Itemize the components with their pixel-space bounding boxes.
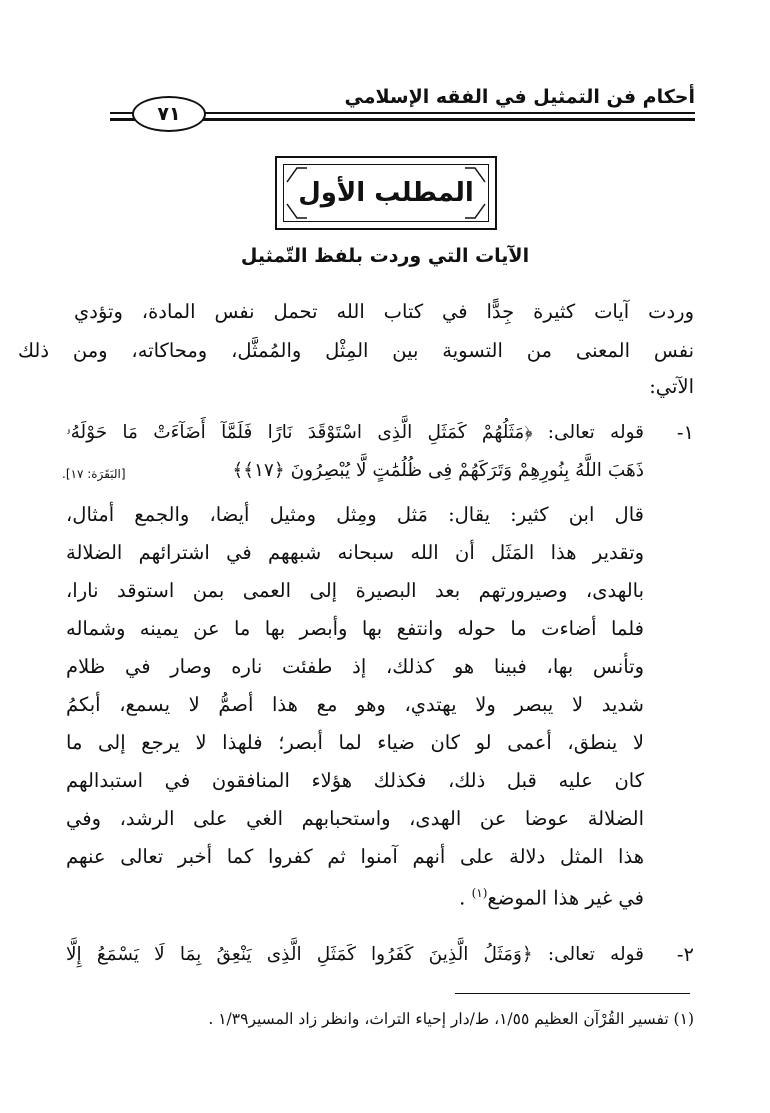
intro-line: وردت آيات كثيرة جِدًّا في كتاب الله تحمل نفس المادة، وتؤدي (74, 300, 694, 323)
page-header (110, 62, 695, 132)
header-rule-bottom (197, 118, 695, 121)
commentary-line: الضلالة عوضا عن الهدى، واستحبابهم الغي على الرشد، وفي (66, 807, 644, 830)
quran-reference: [البَقَرَة: ١٧]. (62, 467, 126, 481)
commentary-line: وتأنس بها، فبينا هو كذلك، إذ طفئت ناره وصار في ظلام (66, 655, 644, 678)
section-title: المطلب الأول (298, 178, 474, 208)
item-number: ١- (676, 421, 694, 444)
commentary-line: هذا المثل دلالة على أنهم آمنوا ثم كفروا كما أخبر تعالى عنهم (66, 845, 644, 868)
footnote-marker: (١) (471, 886, 488, 900)
commentary-line: شديد لا يبصر ولا يهتدي، وهو مع هذا أصمُّ لا يسمع، أبكمُ (66, 693, 644, 716)
header-rule-top (197, 112, 695, 114)
commentary-line: قال ابن كثير: يقال: مَثل ومِثل ومثيل أيضا، والجمع أمثال، (66, 503, 644, 526)
commentary-line: لا ينطق، أعمى لو كان ضياء لما أبصر؛ فلهذا لا يرجع إلى ما (66, 731, 644, 754)
running-title: أحكام فن التمثيل في الفقه الإسلامي (344, 86, 695, 108)
section-subtitle: الآيات التي وردت بلفظ التّمثيل (240, 245, 530, 267)
page-number: ٧١ (157, 103, 181, 125)
commentary-line: كان عليه قبل ذلك، فكذلك هؤلاء المنافقون في استبدالهم (66, 769, 644, 792)
quran-verse-line: ذَهَبَ اللَّهُ بِنُورِهِمْ وَتَرَكَهُمْ فِى ظُلُمَٰتٍ لَّا يُبْصِرُونَ ﴿١٧﴾﴾ (232, 460, 644, 481)
commentary-last-line (459, 886, 644, 910)
section-title-frame (275, 156, 497, 230)
item-number: ٢- (676, 943, 694, 966)
commentary-line: بالهدى، وصيرورتهم بعد البصيرة إلى العمى بمن استوقد نارا، (66, 579, 644, 602)
commentary-line: فلما أضاءت ما حوله وانتفع بها وأبصر بها ما عن يمينه وشماله (66, 617, 644, 640)
footnote-rule (455, 993, 690, 994)
intro-line: الآتي: (649, 375, 694, 398)
commentary-last-end: . (459, 886, 472, 910)
quran-verse-line: قوله تعالى: ﴿مَثَلُهُمْ كَمَثَلِ الَّذِى اسْتَوْقَدَ نَارًا فَلَمَّآ أَضَآءَتْ مَا حَوْلَهُۥ (66, 422, 644, 443)
intro-line: نفس المعنى من التسوية بين المِثْل والمُمثَّل، ومحاكاته، ومن ذلك (18, 339, 694, 362)
page-number-badge (132, 96, 206, 132)
quran-verse-line: قوله تعالى: ﴿وَمَثَلُ الَّذِينَ كَفَرُوا كَمَثَلِ الَّذِى يَنْعِقُ بِمَا لَا يَسْمَعُ إِلَّا (66, 944, 644, 965)
section-title-inner (283, 164, 489, 222)
footnote: (١) تفسير القُرْآن العظيم ١/٥٥، ط/دار إحياء التراث، وانظر زاد المسير١/٣٩ . (208, 1010, 694, 1028)
commentary-last-text: في غير هذا الموضع (487, 886, 644, 910)
commentary-line: وتقدير هذا المَثَل أن الله سبحانه شبههم في اشترائهم الضلالة (66, 541, 644, 564)
